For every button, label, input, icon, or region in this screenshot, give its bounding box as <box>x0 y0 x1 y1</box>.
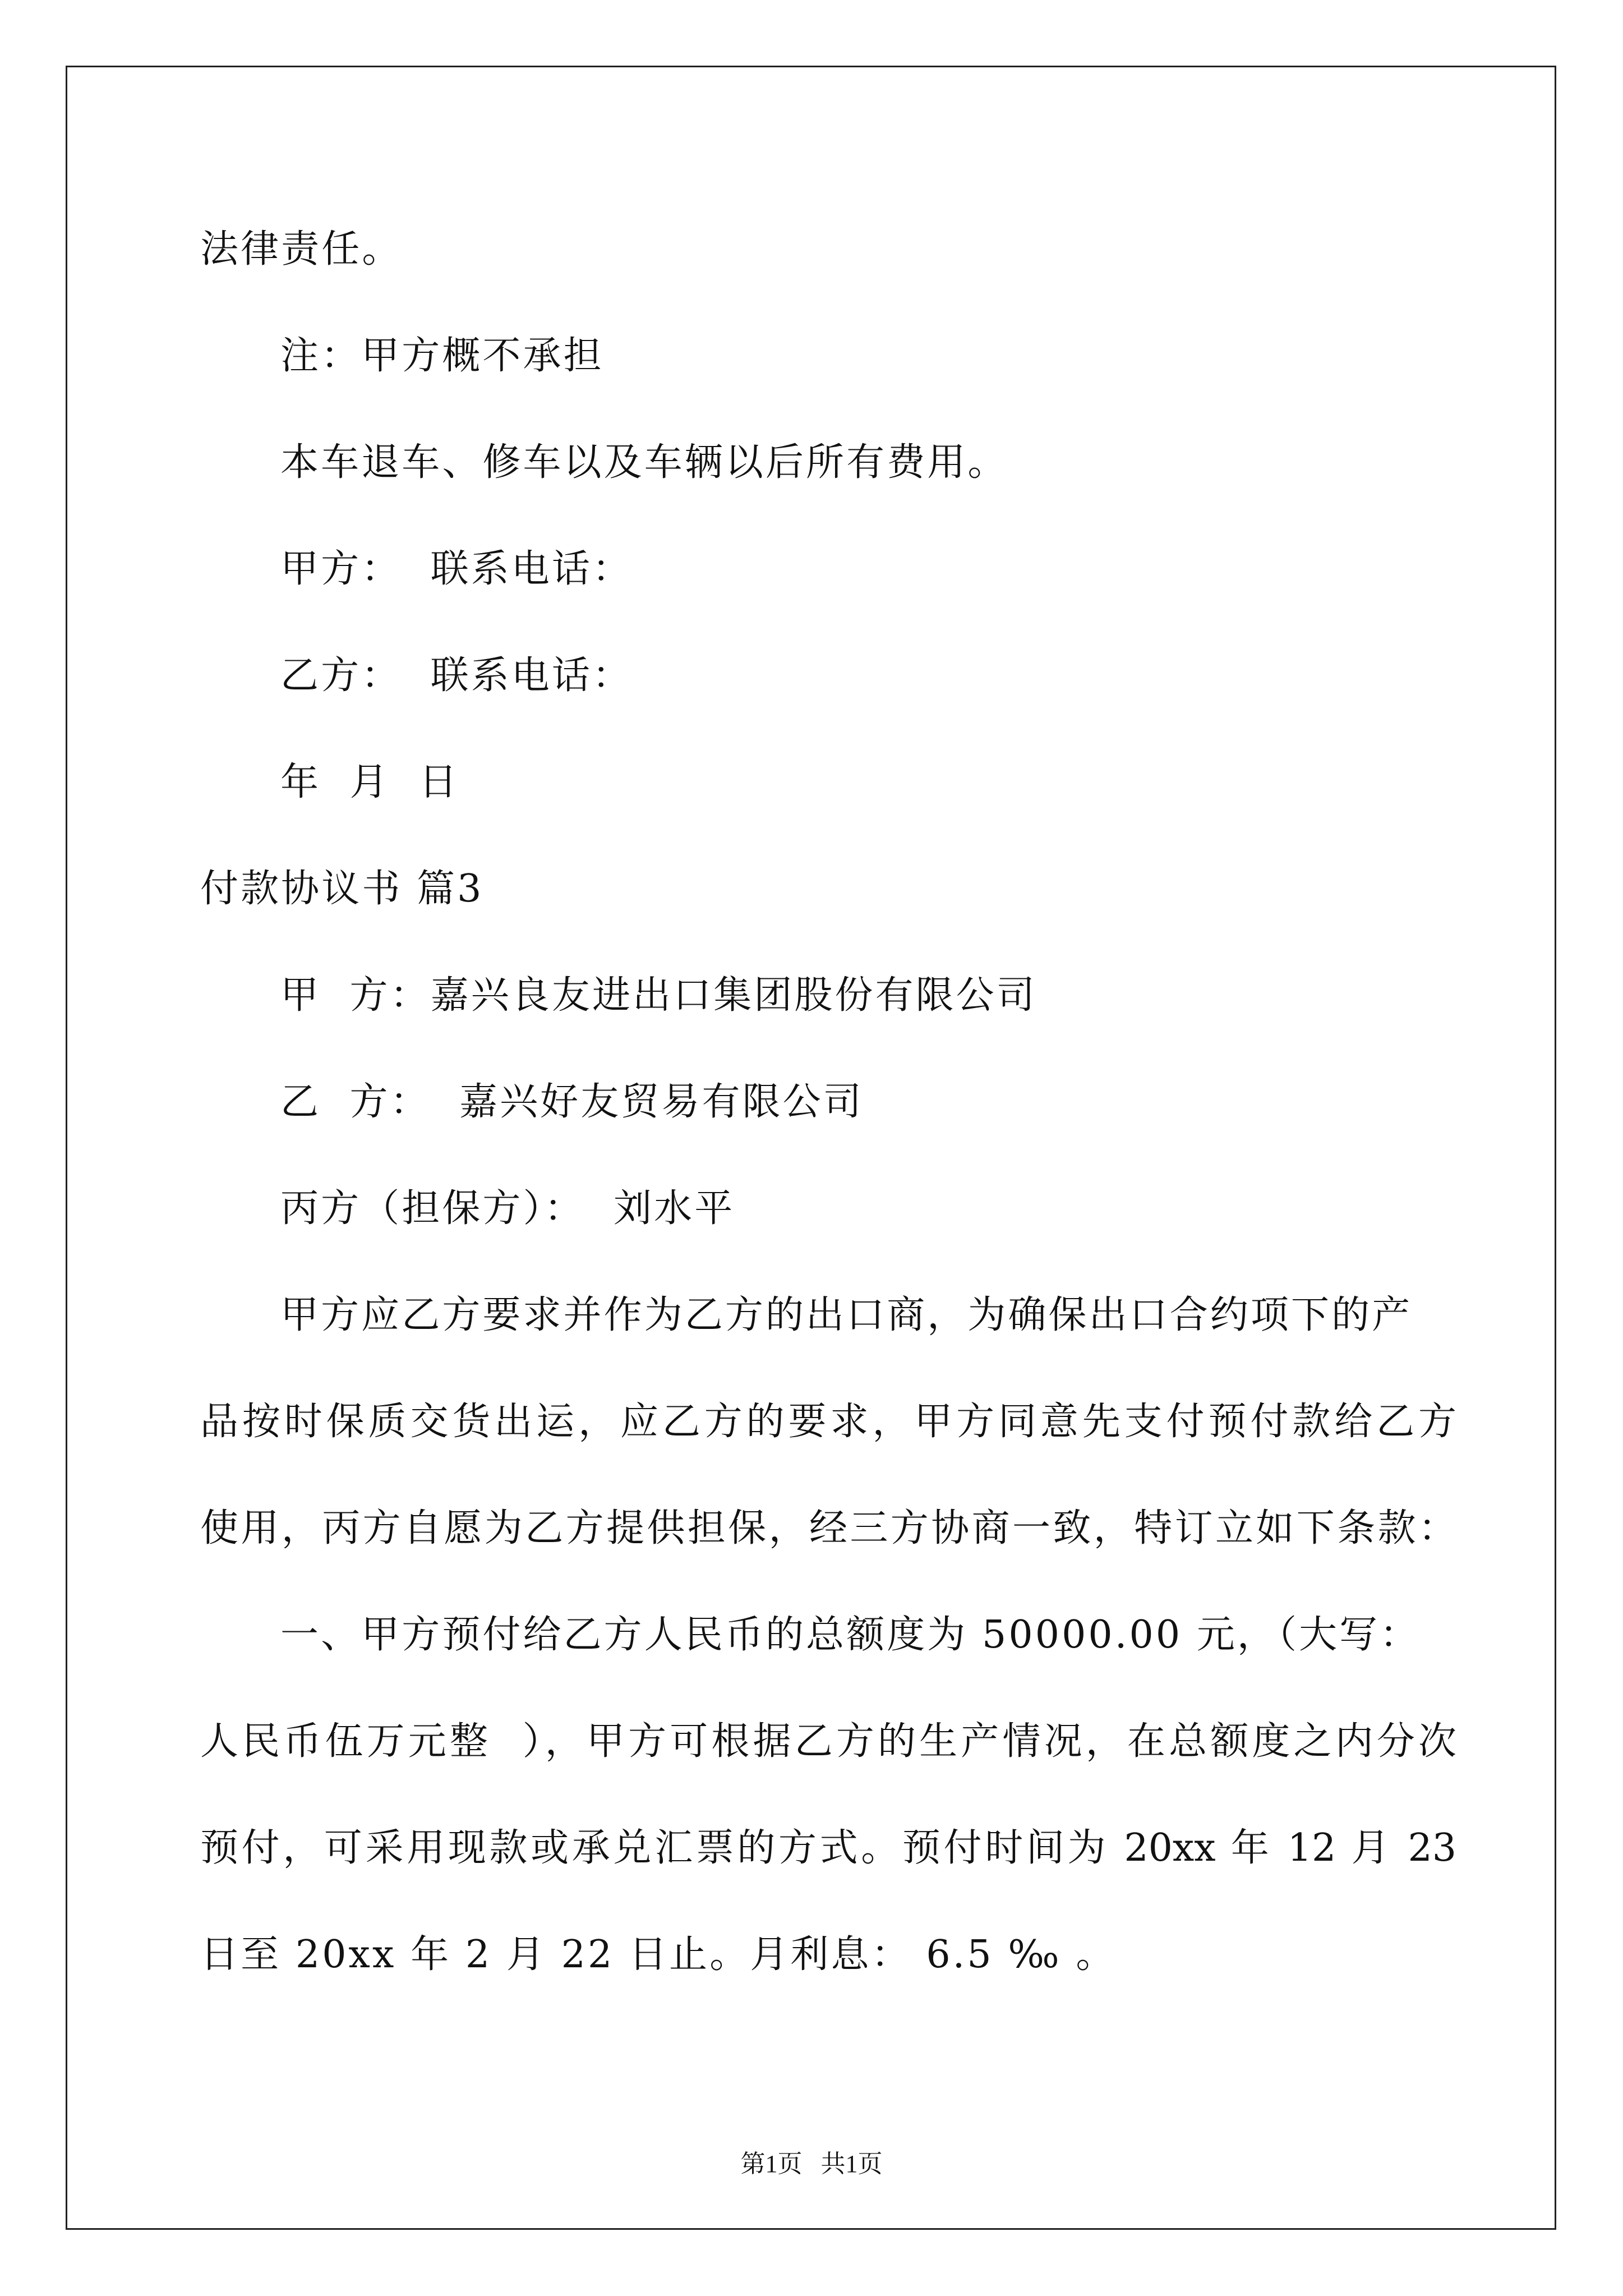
text-line-11: 甲方应乙方要求并作为乙方的出口商，为确保出口合约项下的产 <box>280 1293 1413 1337</box>
text-line-17: 日至 20xx 年 2 月 22 日止。月利息： 6.5 ‰ 。 <box>200 1932 1117 1977</box>
text-line-15: 人民币伍万元整 ），甲方可根据乙方的生产情况，在总额度之内分次 <box>200 1719 1456 1764</box>
text-line-4: 甲方： 联系电话： <box>280 547 633 591</box>
text-line-13: 使用，丙方自愿为乙方提供担保，经三方协商一致，特订立如下条款： <box>200 1506 1456 1550</box>
party-a: 甲 方：嘉兴良友进出口集团股份有限公司 <box>280 973 1037 1018</box>
party-c: 丙方（担保方）： 刘水平 <box>280 1186 735 1231</box>
text-line-3: 本车退车、修车以及车辆以后所有费用。 <box>280 440 1008 485</box>
text-line-16: 预付，可采用现款或承兑汇票的方式。预付时间为 20xx 年 12 月 23 <box>200 1826 1456 1870</box>
section-heading: 付款协议书 篇3 <box>200 867 484 911</box>
page-footer: 第1页 共1页 <box>740 2150 883 2178</box>
text-line-12: 品按时保质交货出运，应乙方的要求，甲方同意先支付预付款给乙方 <box>200 1400 1456 1444</box>
text-line-5: 乙方： 联系电话： <box>280 654 633 698</box>
party-b: 乙 方： 嘉兴好友贸易有限公司 <box>280 1080 864 1124</box>
text-line-14: 一、甲方预付给乙方人民币的总额度为 50000.00 元，（大写： <box>280 1613 1421 1657</box>
text-line-1: 法律责任。 <box>200 227 403 272</box>
text-line-6: 年 月 日 <box>280 760 460 804</box>
text-line-2: 注：甲方概不承担 <box>280 334 604 378</box>
page-border <box>66 66 1556 2230</box>
